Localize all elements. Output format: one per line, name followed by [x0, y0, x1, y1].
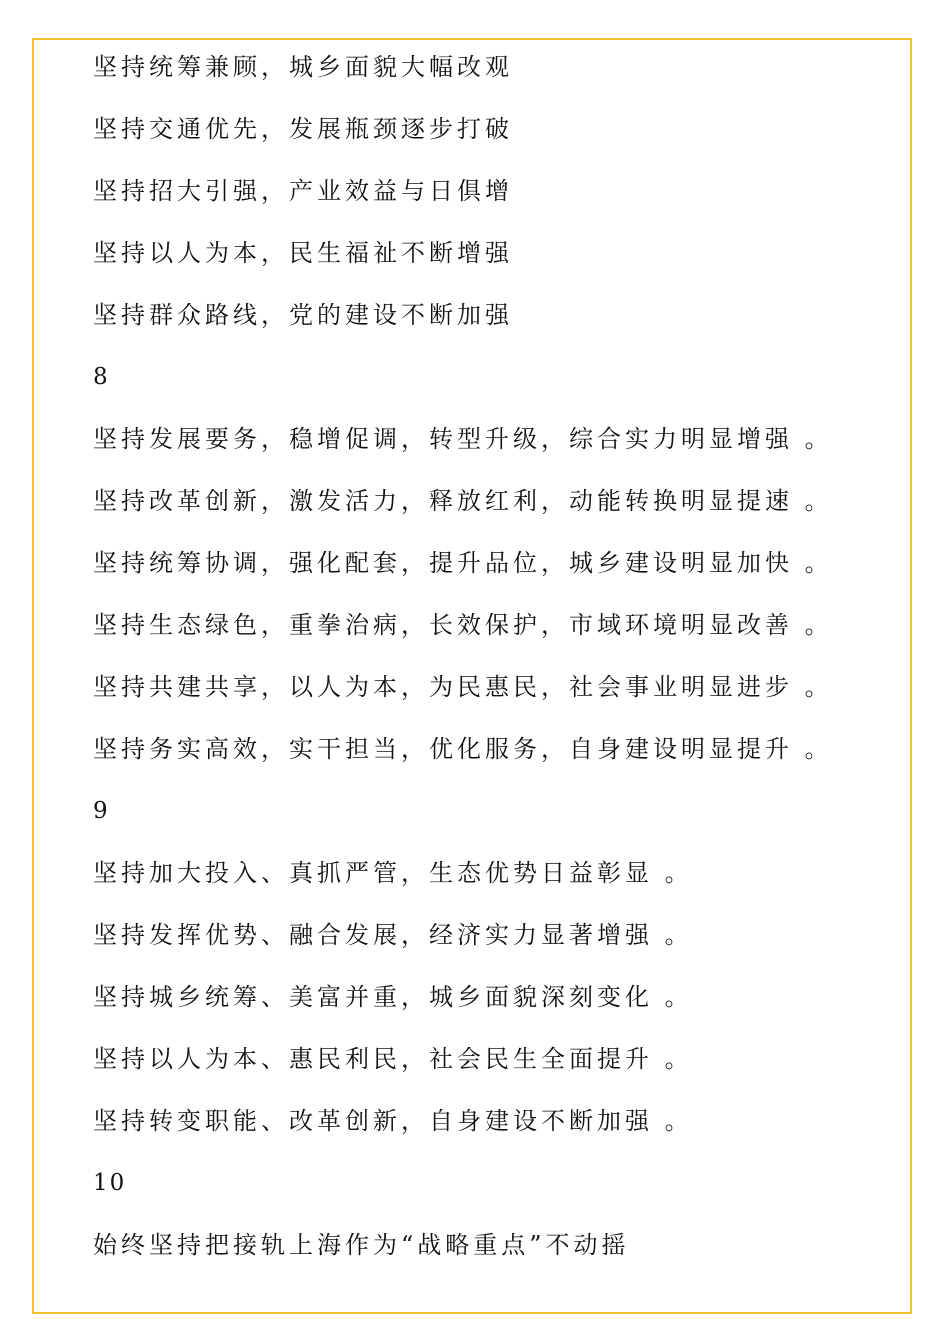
section-number: 9 [93, 798, 110, 824]
text-line: 坚持统筹兼顾，城乡面貌大幅改观 [93, 53, 513, 81]
document-body [93, 44, 910, 1284]
text-line: 坚持招大引强，产业效益与日俱增 [93, 177, 513, 205]
text-line: 坚持以人为本，民生福祉不断增强 [93, 239, 513, 267]
section-number: 8 [93, 364, 110, 390]
text-line: 坚持统筹协调，强化配套，提升品位，城乡建设明显加快 。 [93, 549, 833, 577]
text-line: 坚持发展要务，稳增促调，转型升级，综合实力明显增强 。 [93, 425, 833, 453]
text-line: 始终坚持把接轨上海作为“战略重点”不动摇 [93, 1231, 630, 1259]
text-line: 坚持交通优先，发展瓶颈逐步打破 [93, 115, 513, 143]
text-line: 坚持以人为本、惠民利民，社会民生全面提升 。 [93, 1045, 693, 1073]
text-line: 坚持加大投入、真抓严管，生态优势日益彰显 。 [93, 859, 693, 887]
text-line: 坚持城乡统筹、美富并重，城乡面貌深刻变化 。 [93, 983, 693, 1011]
text-line: 坚持务实高效，实干担当，优化服务，自身建设明显提升 。 [93, 735, 833, 763]
text-line: 坚持发挥优势、融合发展，经济实力显著增强 。 [93, 921, 693, 949]
text-line: 坚持改革创新，激发活力，释放红利，动能转换明显提速 。 [93, 487, 833, 515]
section-number: 10 [93, 1170, 127, 1196]
text-line: 坚持共建共享，以人为本，为民惠民，社会事业明显进步 。 [93, 673, 833, 701]
text-line: 坚持转变职能、改革创新，自身建设不断加强 。 [93, 1107, 693, 1135]
text-line: 坚持群众路线，党的建设不断加强 [93, 301, 513, 329]
text-line: 坚持生态绿色，重拳治病，长效保护，市域环境明显改善 。 [93, 611, 833, 639]
